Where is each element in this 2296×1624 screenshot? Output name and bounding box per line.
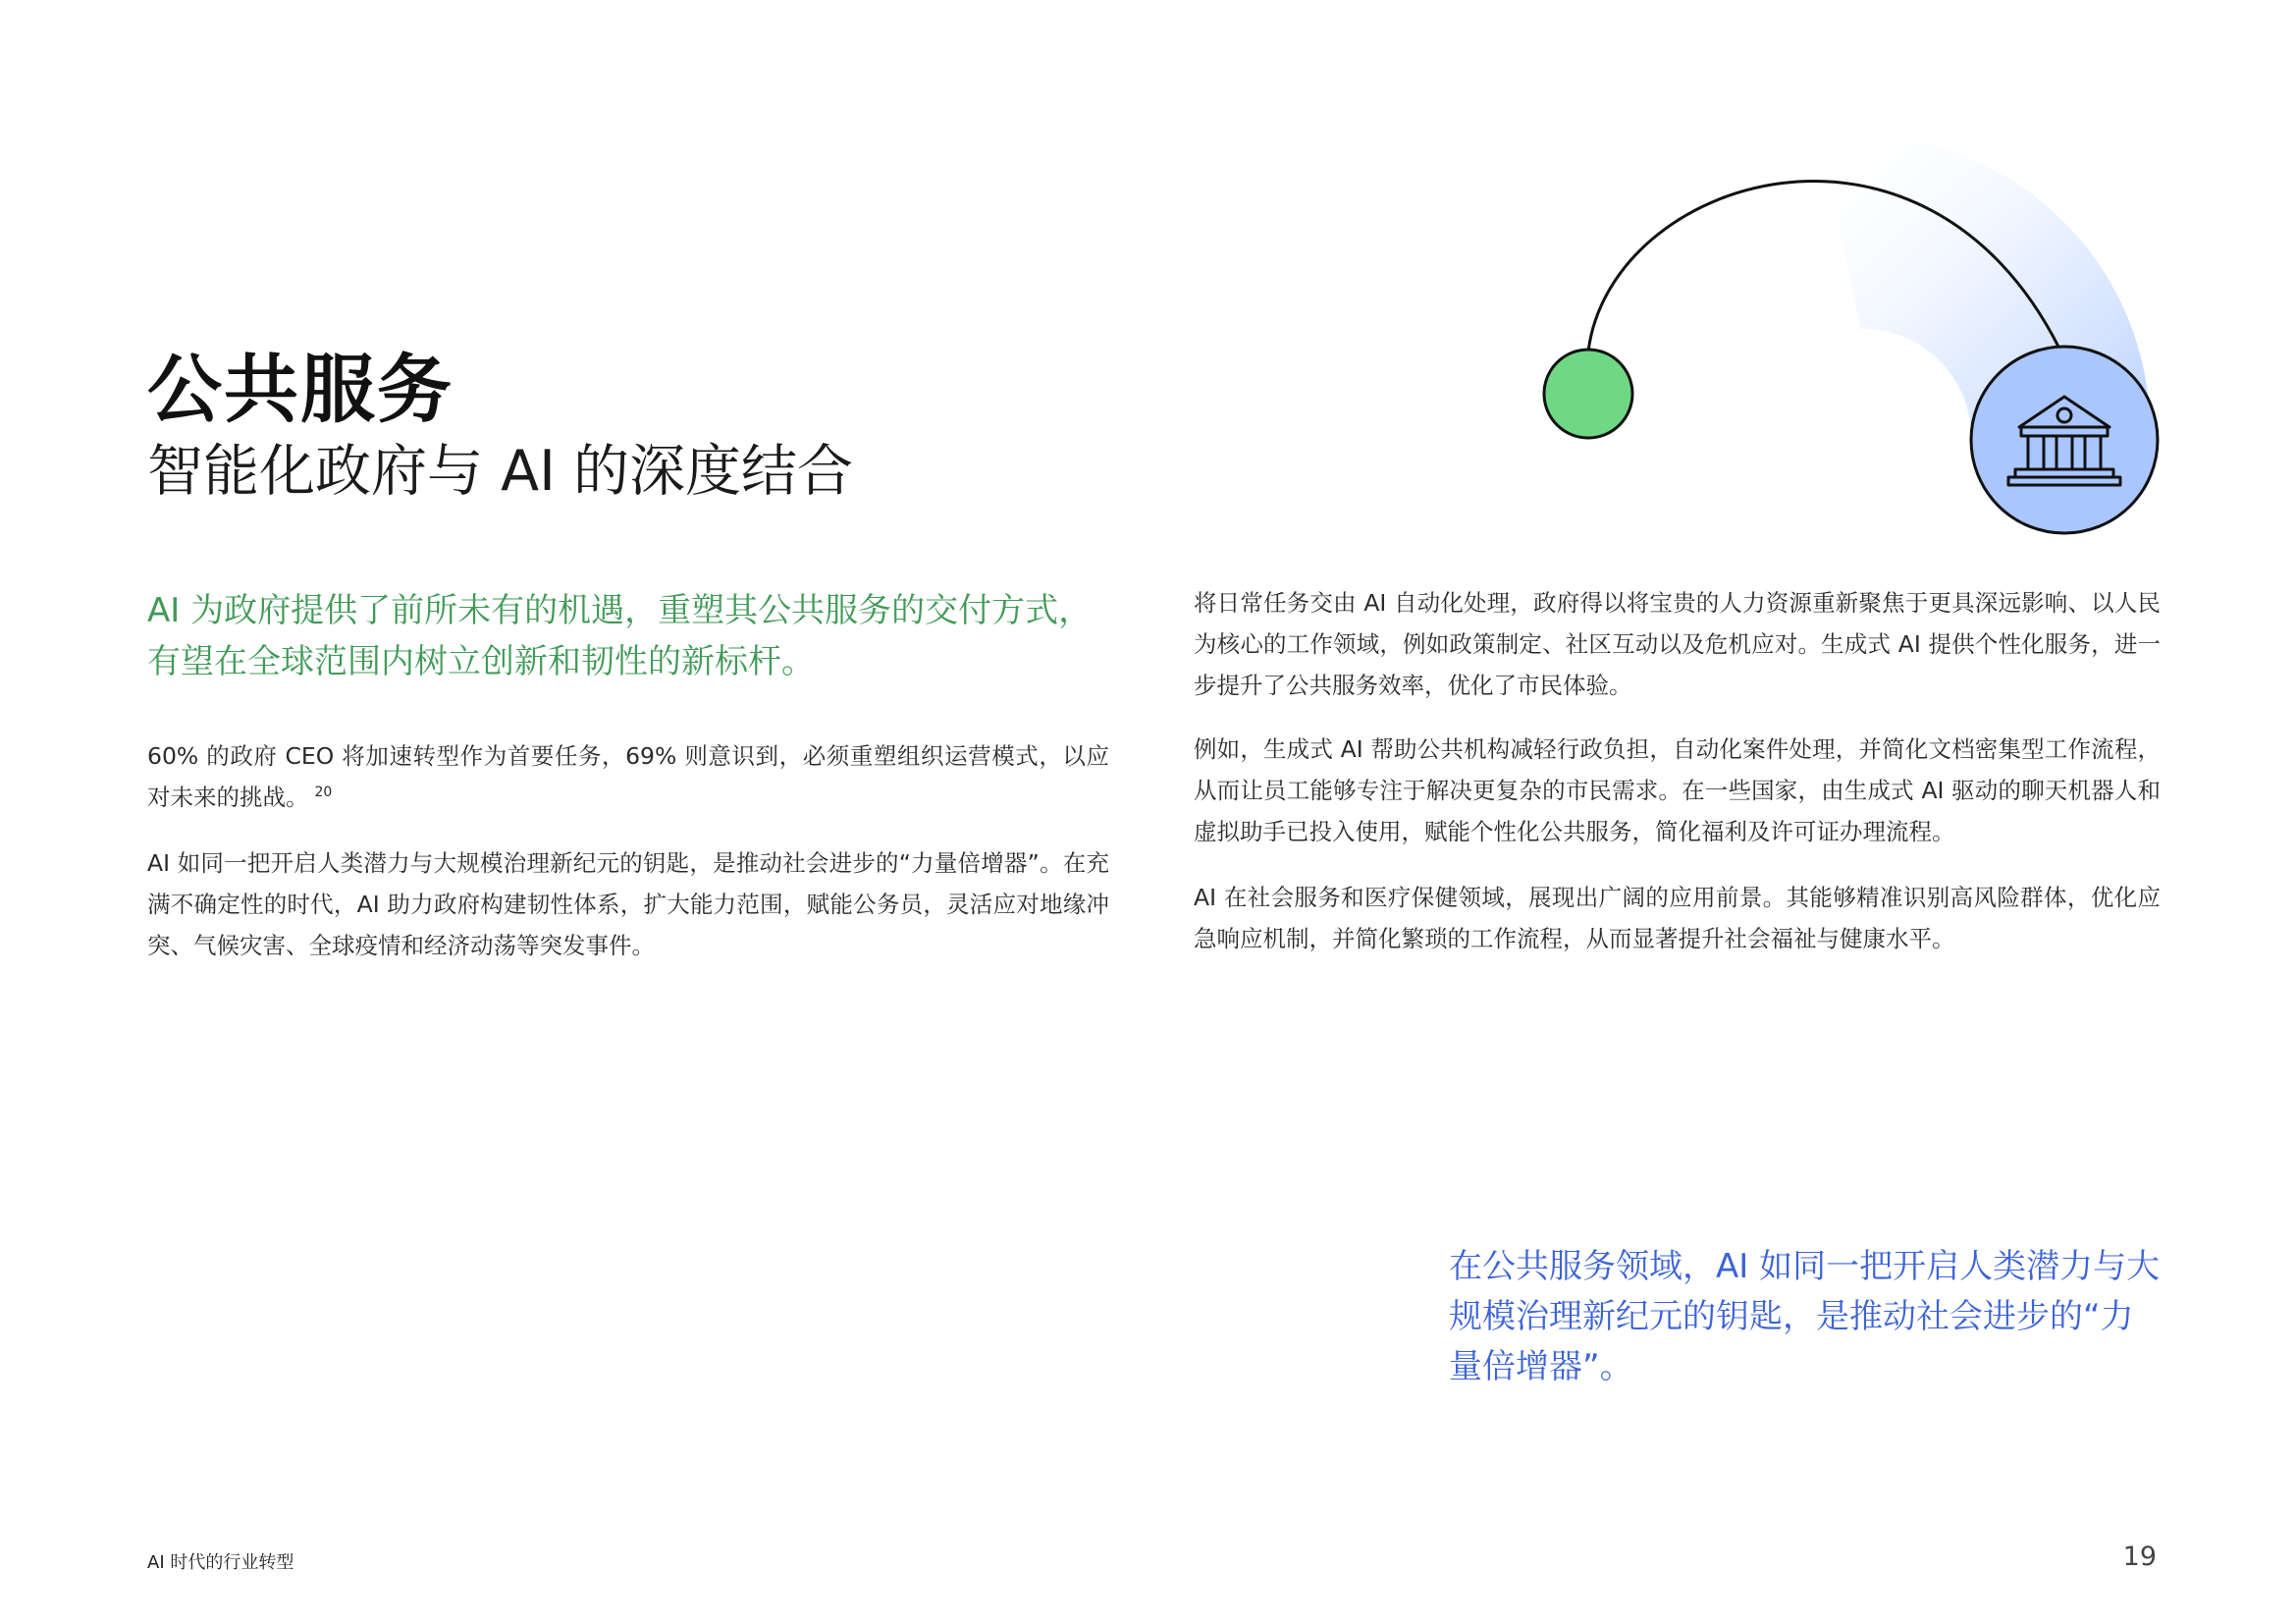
right-paragraph-2: 例如，生成式 AI 帮助公共机构减轻行政负担，自动化案件处理，并简化文档密集型工作流程，从而让员工能够专注于解决更复杂的市民需求。在一些国家，由生成式 AI 驱动的聊天机器人和虚拟助手已投入使用，赋能个性化公共服务，简化福利及许可证办理流程。 [1194, 735, 2161, 845]
government-illustration [1522, 118, 2169, 554]
footer-label: AI 时代的行业转型 [147, 1552, 294, 1573]
pull-quote: 在公共服务领域，AI 如同一把开启人类潜力与大规模治理新纪元的钥匙，是推动社会进步的“力量倍增器”。 [1449, 1247, 2161, 1386]
left-paragraph-1-text: 60% 的政府 CEO 将加速转型作为首要任务，69% 则意识到，必须重塑组织运营模式，以应对未来的挑战。 [147, 742, 1109, 811]
right-paragraph-1: 将日常任务交由 AI 自动化处理，政府得以将宝贵的人力资源重新聚焦于更具深远影响、以人民为核心的工作领域，例如政策制定、社区互动以及危机应对。生成式 AI 提供个性化服务，进一步提升了公共服务效率，优化了市民体验。 [1194, 589, 2161, 699]
green-dot [1544, 350, 1632, 438]
page-number: 19 [2122, 1542, 2157, 1572]
footnote-ref[interactable]: 20 [314, 785, 333, 801]
left-paragraph-1 [147, 735, 1109, 818]
lead-paragraph: AI 为政府提供了前所未有的机遇，重塑其公共服务的交付方式，有望在全球范围内树立创新和韧性的新标杆。 [147, 591, 1093, 681]
page-title: 公共服务 [147, 346, 454, 433]
page-subtitle: 智能化政府与 AI 的深度结合 [147, 439, 854, 504]
right-paragraph-3: AI 在社会服务和医疗保健领域，展现出广阔的应用前景。其能够精准识别高风险群体，优化应急响应机制，并简化繁琐的工作流程，从而显著提升社会福祉与健康水平。 [1194, 884, 2161, 952]
left-paragraph-2: AI 如同一把开启人类潜力与大规模治理新纪元的钥匙，是推动社会进步的“力量倍增器”。在充满不确定性的时代，AI 助力政府构建韧性体系，扩大能力范围，赋能公务员，灵活应对地缘冲突、气候灾害、全球疫情和经济动荡等突发事件。 [147, 849, 1109, 959]
